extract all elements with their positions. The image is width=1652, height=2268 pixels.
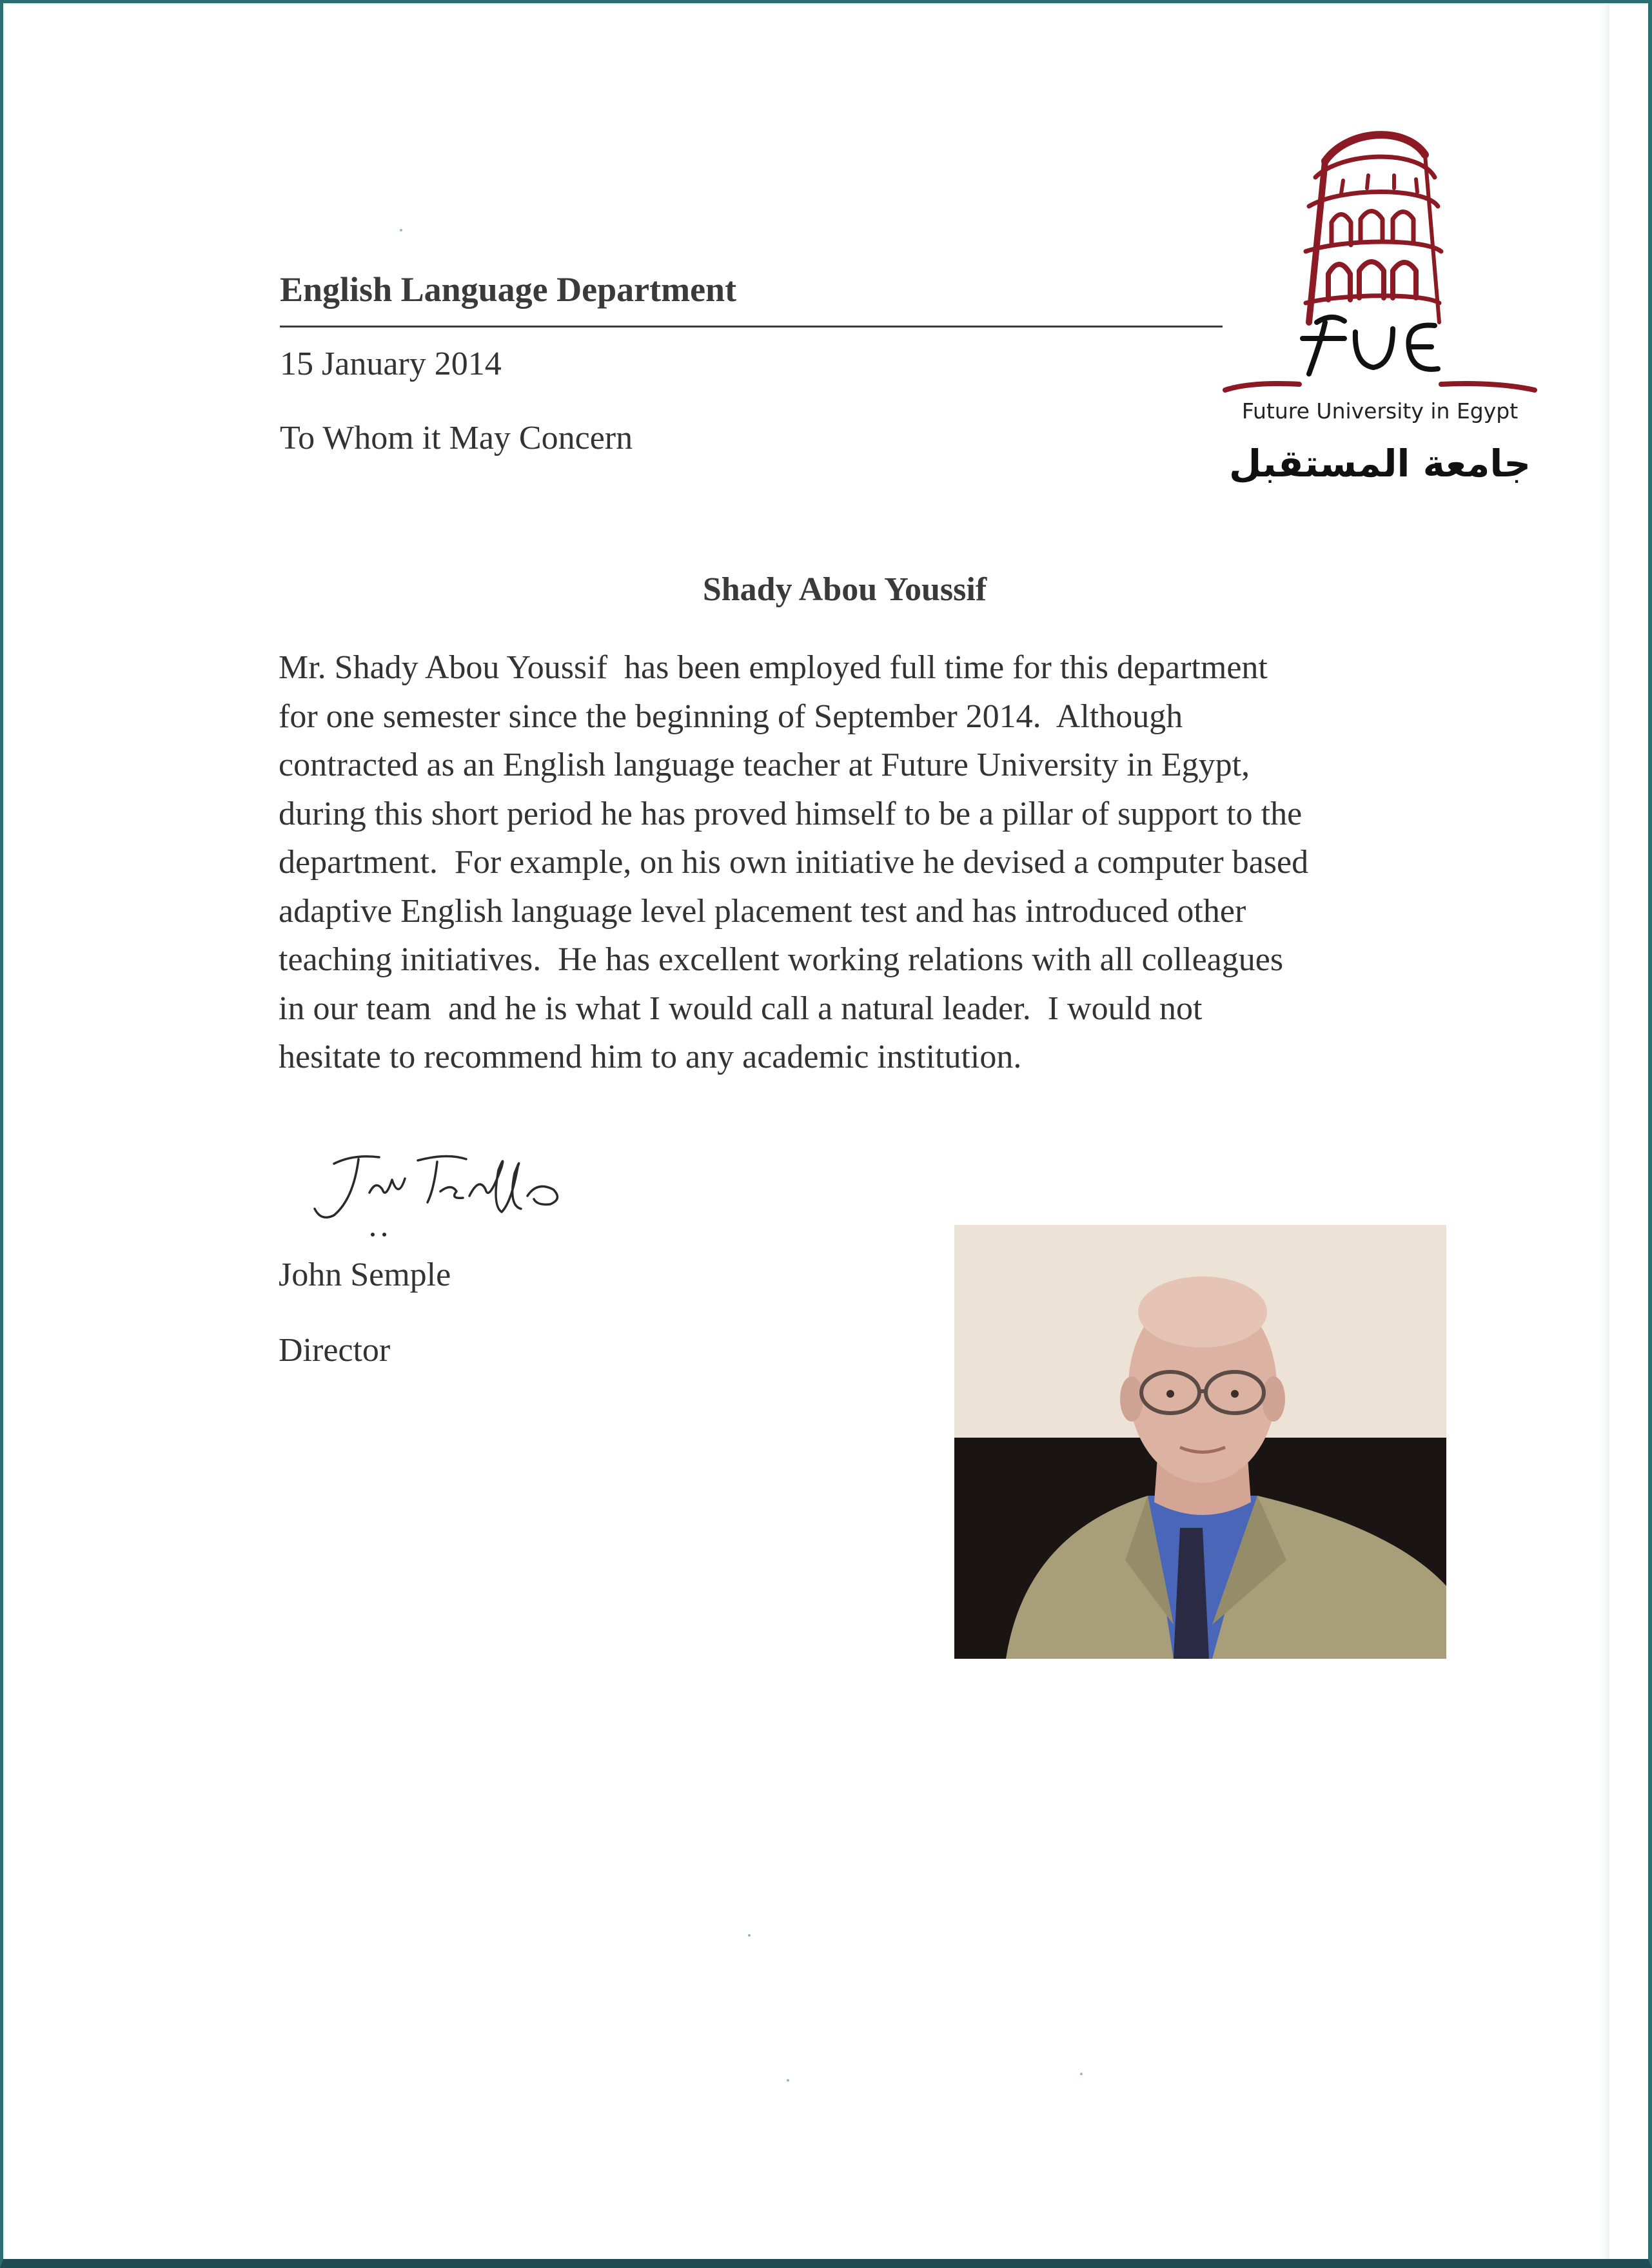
body-line: hesitate to recommend him to any academic institution. xyxy=(279,1039,1022,1075)
paper-speck xyxy=(787,2079,789,2082)
heading-underline xyxy=(280,326,1223,327)
handwritten-signature xyxy=(308,1141,579,1238)
fue-logo xyxy=(1212,116,1548,496)
body-line: for one semester since the beginning of September 2014. Although xyxy=(279,698,1183,735)
body-line: Mr. Shady Abou Youssif has been employed full time for this department xyxy=(279,649,1268,686)
body-line: department. For example, on his own initiative he devised a computer based xyxy=(279,844,1309,881)
paper-speck xyxy=(1080,2073,1083,2075)
body-line: teaching initiatives. He has excellent working relations with all colleagues xyxy=(279,941,1284,978)
body-line: adaptive English language level placement test and has introduced other xyxy=(279,892,1246,930)
letter-subject: Shady Abou Youssif xyxy=(702,571,987,608)
salutation: To Whom it May Concern xyxy=(280,420,633,456)
body-line: contracted as an English language teacher at Future University in Egypt, xyxy=(279,747,1250,783)
letter-date: 15 January 2014 xyxy=(280,346,502,382)
signer-name: John Semple xyxy=(279,1256,451,1293)
paper-speck xyxy=(400,229,402,231)
logo-english-name: Future University in Egypt xyxy=(1241,398,1519,424)
paper-speck xyxy=(748,1934,751,1937)
signatory-photo xyxy=(954,1225,1446,1659)
body-line: in our team and he is what I would call a natural leader. I would not xyxy=(279,990,1203,1027)
signer-title: Director xyxy=(279,1332,391,1369)
department-heading: English Language Department xyxy=(280,270,737,309)
logo-arabic-name: جامعة المستقبل xyxy=(1228,442,1531,485)
letter-body xyxy=(279,643,1452,1082)
body-line: during this short period he has proved himself to be a pillar of support to the xyxy=(279,795,1303,832)
